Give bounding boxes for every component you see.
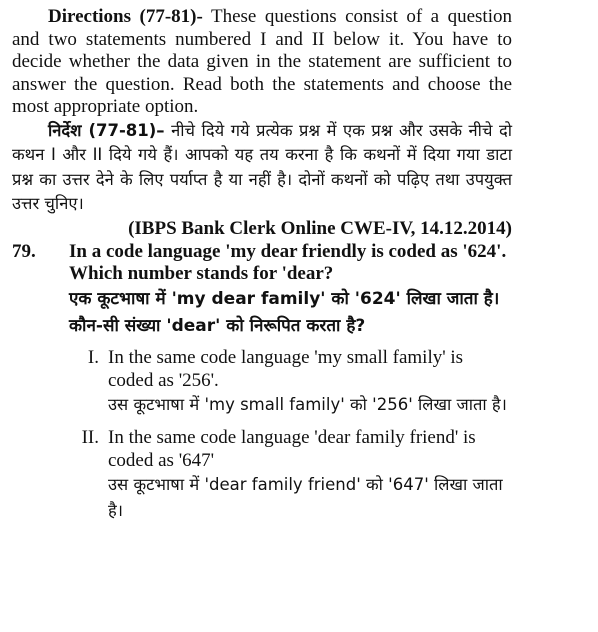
question-body [69,241,512,340]
statement-text: In the same code language 'my small family' is coded as '256'. [108,346,464,391]
directions-english [12,6,512,119]
exam-source: (IBPS Bank Clerk Online CWE-IV, 14.12.2014) [128,217,512,239]
statement-body [108,346,512,418]
statement-item [12,426,512,523]
directions-hindi-label: निर्देश (77-81)– [48,120,165,140]
question-number: 79. [12,240,36,262]
statement-text-hindi: उस कूटभाषा में 'dear family friend' को '647' लिखा जाता है। [108,475,503,520]
directions-hindi [12,119,512,217]
statement-item [12,346,512,418]
statements-list [12,346,512,524]
directions-hindi-text: नीचे दिये गये प्रत्येक प्रश्न में एक प्रश्न और उसके नीचे दो कथन I और II दिये गये हैं। आपको यह तय करना है कि कथनों में दिया गया डाटा प्रश्न का उत्तर देने के लिए पर्याप्त है या नहीं है। दोनों कथनों को पढ़िए तथा उपयुक्त उत्तर चुनिए। [12,120,513,214]
question [12,241,512,340]
statement-text: In the same code language 'dear family friend' is coded as '647' [108,427,476,472]
directions-text: These questions consist of a question and two statements numbered I and II below it. You have to decide whether the data given in the statement are sufficient to answer the question. Read both the statements and choose the most appropriate option. [12,6,512,118]
directions-label: Directions (77-81)- [48,6,203,27]
question-text: In a code language 'my dear friendly is coded as '624'. Which number stands for 'dear? [69,240,507,284]
question-text-hindi: एक कूटभाषा में 'my dear family' को '624' लिखा जाता है। कौन-सी संख्या 'dear' को निरूपित करता है? [69,288,500,336]
statement-number: II. [81,427,99,449]
statement-body [108,426,512,523]
statement-number: I. [87,346,99,368]
statement-text-hindi: उस कूटभाषा में 'my small family' को '256' लिखा जाता है। [108,394,507,414]
